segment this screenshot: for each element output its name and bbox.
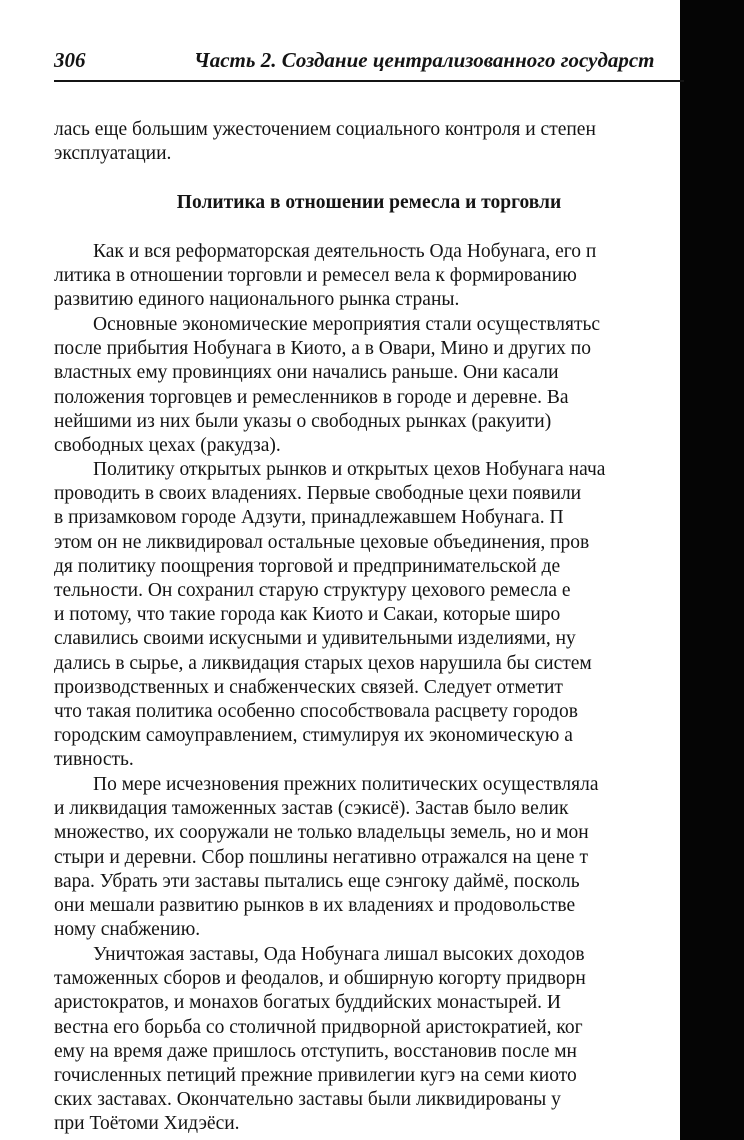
text-line: Политику открытых рынков и открытых цехов Нобунага нача [54,459,606,480]
text-line: и потому, что такие города как Киото и Сакаи, которые широ [54,604,561,626]
text-line: аристократов, и монахов богатых буддийских монастырей. И [54,992,561,1014]
page-number: 306 [54,48,86,72]
text-line: гочисленных петиций прежние привилегии кугэ на семи киото [54,1065,577,1087]
section-heading: Политика в отношении ремесла и торговли [176,192,562,213]
text-line: Уничтожая заставы, Ода Нобунага лишал высоких доходов [54,944,585,965]
text-line: ному снабжению. [54,919,201,941]
text-line: и ликвидация таможенных застав (сэкисё). Застав было велик [54,798,569,820]
text-line: дя политику поощрения торговой и предпринимательской де [54,555,561,577]
text-line: нейшими из них были указы о свободных рынках (ракуити) [54,410,552,432]
page-edge-shadow [680,0,744,1140]
text-line: По мере исчезновения прежних политических осуществляла [54,774,599,795]
text-line: тельности. Он сохранил старую структуру цехового ремесла е [54,580,571,602]
paragraph [54,773,684,942]
paragraph [54,313,684,458]
header-rule [54,80,684,82]
text-line: этом он не ликвидировал остальные цеховые объединения, пров [54,531,590,553]
text-line: проводить в своих владениях. Первые свободные цехи появили [54,483,582,505]
text-line: стыри и деревни. Сбор пошлины негативно отражался на цене т [54,846,588,868]
text-line: городским самоуправлением, стимулируя их экономическую а [54,725,573,747]
text-line: производственных и снабженческих связей. Следует отметит [54,676,563,698]
text-line: ских заставах. Окончательно заставы были ликвидированы у [54,1089,561,1111]
text-line: тивность. [54,749,134,771]
text-line: после прибытия Нобунага в Киото, а в Овари, Мино и других по [54,338,591,360]
paragraph [54,240,684,313]
text-line: властных ему провинциях они начались раньше. Они касали [54,362,559,384]
text-line: литика в отношении торговли и ремесел вела к формированию [54,265,577,287]
text-line: ему на время даже пришлось отступить, восстановив после мн [54,1040,577,1062]
text-line: что такая политика особенно способствовала расцвету городов [54,701,578,723]
text-line: Основные экономические мероприятия стали осуществлятьс [54,314,601,335]
text-line: Как и вся реформаторская деятельность Ода Нобунага, его п [54,241,597,262]
text-line: славились своими искусными и удивительными изделиями, ну [54,628,576,650]
text-line: развитию единого национального рынка страны. [54,289,460,311]
text-line: свободных цехах (ракудза). [54,435,281,457]
text-line: таможенных сборов и феодалов, и обширную когорту придворн [54,968,586,990]
text-line: при Тоётоми Хидэёси. [54,1113,240,1135]
text-line: они мешали развитию рынков в их владениях и продовольстве [54,895,576,917]
running-header [54,48,744,78]
text-line: дались в сырье, а ликвидация старых цехов нарушила бы систем [54,652,592,674]
running-title: Часть 2. Создание централизованного государст [194,48,655,72]
text-line: лась еще большим ужесточением социального контроля и степен [54,119,596,140]
paragraph [54,458,684,773]
text-line: вара. Убрать эти заставы пытались еще сэнгоку даймё, посколь [54,870,580,892]
paragraph [54,943,684,1137]
text-line: положения торговцев и ремесленников в городе и деревне. Ва [54,386,569,408]
text-line: в призамковом городе Адзути, принадлежавшем Нобунага. П [54,507,564,529]
text-line: вестна его борьба со столичной придворной аристократией, ког [54,1016,583,1038]
text-line: множество, их сооружали не только владельцы земель, но и мон [54,822,589,844]
text-line: эксплуатации. [54,143,172,165]
paragraph-continuation [54,118,684,166]
